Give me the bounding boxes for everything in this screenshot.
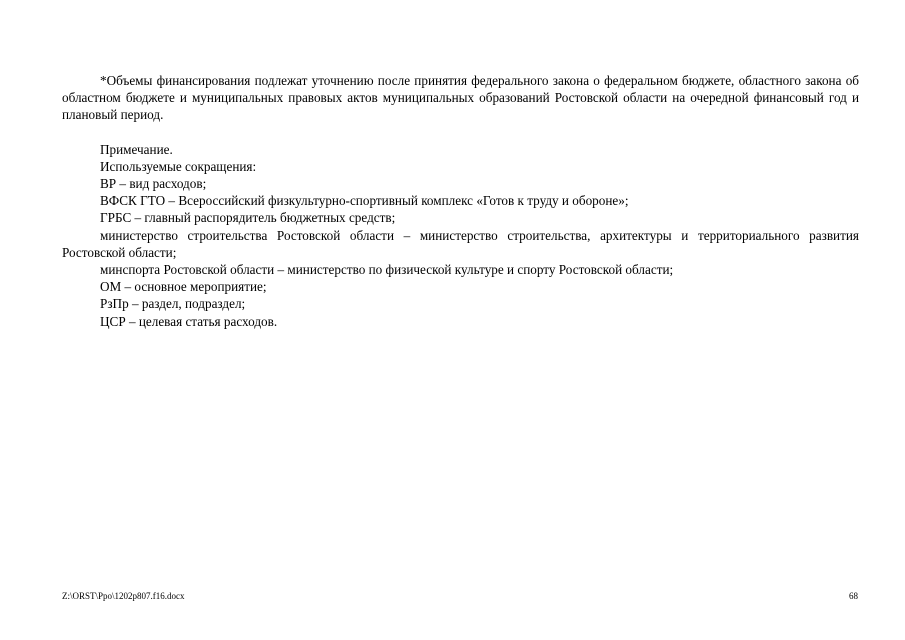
- document-body: [62, 72, 859, 330]
- abbreviation-item-minsport: минспорта Ростовской области – министерство по физической культуре и спорту Ростовской области;: [100, 262, 674, 278]
- note-heading: Примечание.: [100, 141, 173, 157]
- funding-footnote: *Объемы финансирования подлежат уточнению после принятия федерального закона о федеральном бюджете, областного закона об областном бюджете и муниципальных правовых актов муниципальных образований Ростовской области на очередной финансовый год и плановый период.: [62, 73, 859, 123]
- abbreviation-item-tssr: ЦСР – целевая статья расходов.: [100, 313, 278, 329]
- abbreviation-item-grbs: ГРБС – главный распорядитель бюджетных средств;: [100, 210, 396, 226]
- footer-page-number: 68: [849, 591, 858, 601]
- footer-file-path: Z:\ORST\Ppo\1202p807.f16.docx: [62, 591, 185, 601]
- paragraph-spacer: [62, 124, 859, 141]
- abbreviation-item-vfsk-gto: ВФСК ГТО – Всероссийский физкультурно-спортивный комплекс «Готов к труду и обороне»;: [100, 193, 629, 209]
- abbreviation-item-om: ОМ – основное мероприятие;: [100, 279, 267, 295]
- abbreviation-item-construction-ministry: министерство строительства Ростовской области – министерство строительства, архитектуры и территориального развития Ростовской области;: [62, 227, 859, 260]
- abbreviation-item-vr: ВР – вид расходов;: [100, 176, 207, 192]
- abbreviation-item-rzpr: РзПр – раздел, подраздел;: [100, 296, 246, 312]
- abbreviations-heading: Используемые сокращения:: [100, 158, 257, 174]
